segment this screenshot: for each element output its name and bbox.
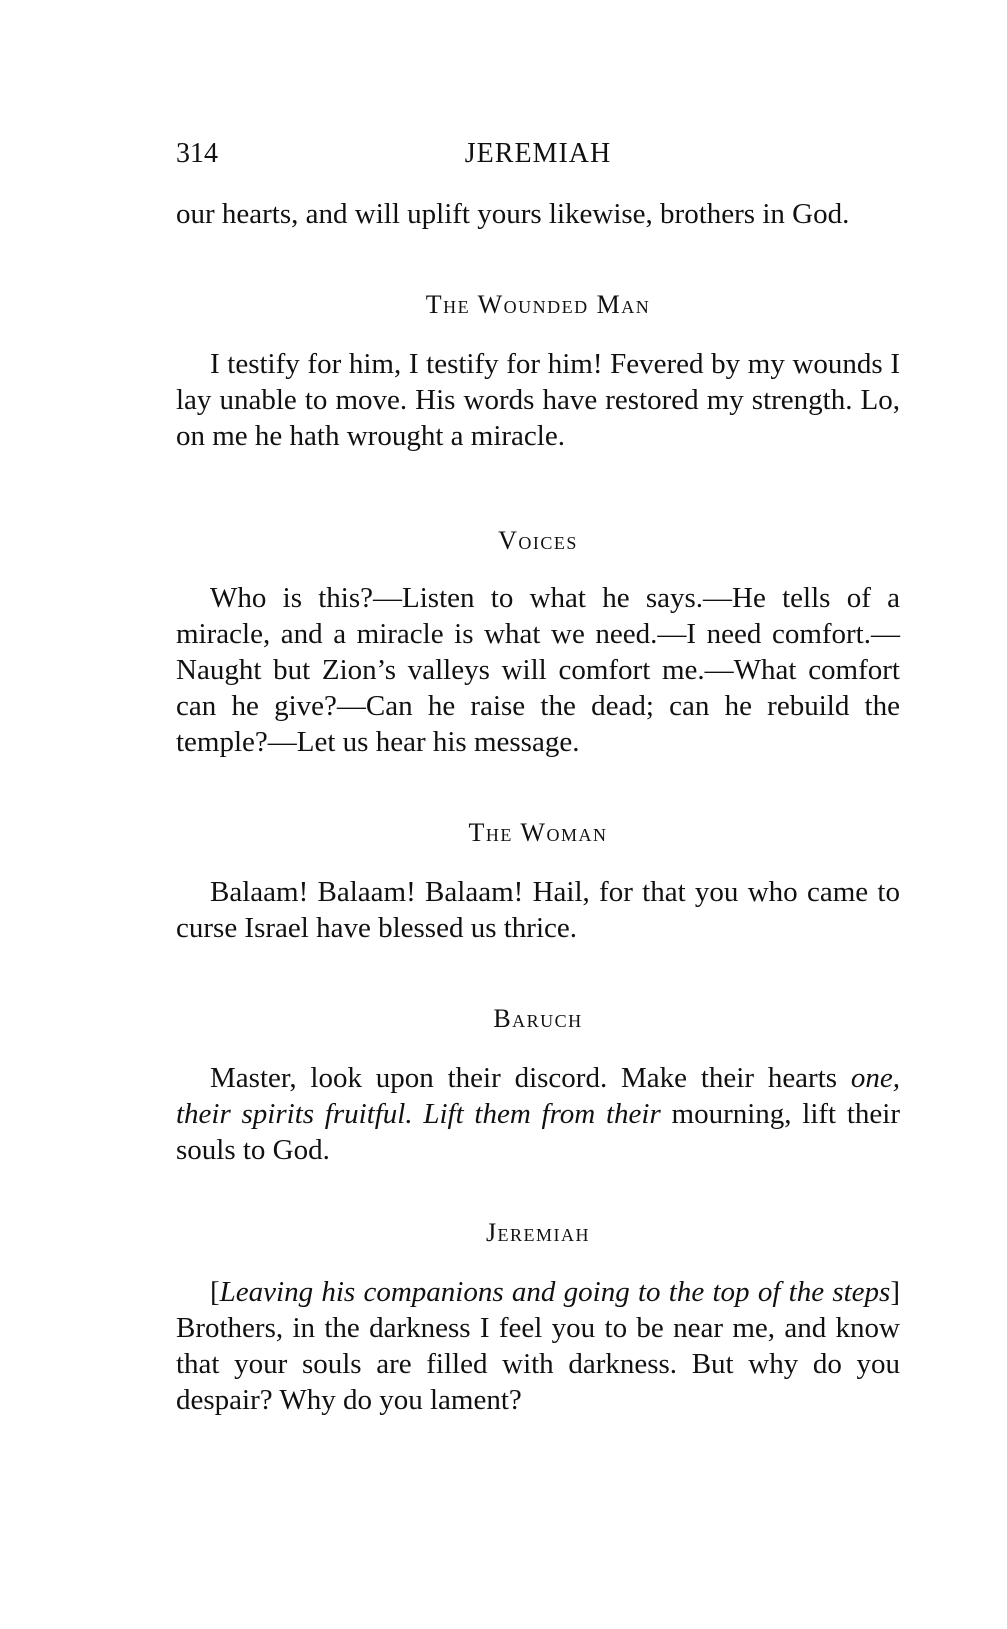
- speech-text: Brothers, in the darkness I feel you to be near me, and know that your souls are filled with darkness. But why do you despair? Why do you lament?: [176, 1312, 900, 1416]
- speech-paragraph: [Leaving his companions and going to the top of the steps] Brothers, in the darkness I feel you to be near me, and know that your souls are filled with darkness. But why do you despair? Why do you lament?: [176, 1276, 900, 1416]
- page-number: 314: [176, 138, 218, 169]
- speaker-heading: Voices: [498, 526, 578, 555]
- speaker-heading: Jeremiah: [485, 1218, 591, 1247]
- speech-paragraph: Who is this?—Listen to what he says.—He tells of a miracle, and a miracle is what we need.—I need comfort.—Naught but Zion’s valleys will comfort me.—What comfort can he give?—Can he raise the dead; can he rebuild the temple?—Let us hear his message.: [176, 582, 900, 758]
- speaker-heading: The Wounded Man: [425, 290, 651, 319]
- stage-direction: Leaving his companions and going to the top of the steps: [219, 1276, 891, 1308]
- speech-paragraph: [176, 1060, 900, 1168]
- speech-text: Master, look upon their discord. Make their hearts: [210, 1062, 851, 1094]
- speaker-heading: Baruch: [493, 1004, 583, 1033]
- speech-paragraph: I testify for him, I testify for him! Fevered by my wounds I lay unable to move. His words have restored my strength. Lo, on me he hath wrought a miracle.: [176, 348, 900, 452]
- speech-text-italic: one, their spirits fruitful. Lift them from their: [176, 1062, 900, 1130]
- speech-text: mourning, lift their souls to God.: [176, 1098, 900, 1166]
- speaker-heading: The Woman: [468, 818, 608, 847]
- continuation-paragraph: our hearts, and will uplift yours likewise, brothers in God.: [176, 198, 850, 230]
- running-title: JEREMIAH: [464, 138, 612, 169]
- page-header: [176, 138, 900, 178]
- speech-paragraph: Balaam! Balaam! Balaam! Hail, for that you who came to curse Israel have blessed us thrice.: [176, 876, 900, 944]
